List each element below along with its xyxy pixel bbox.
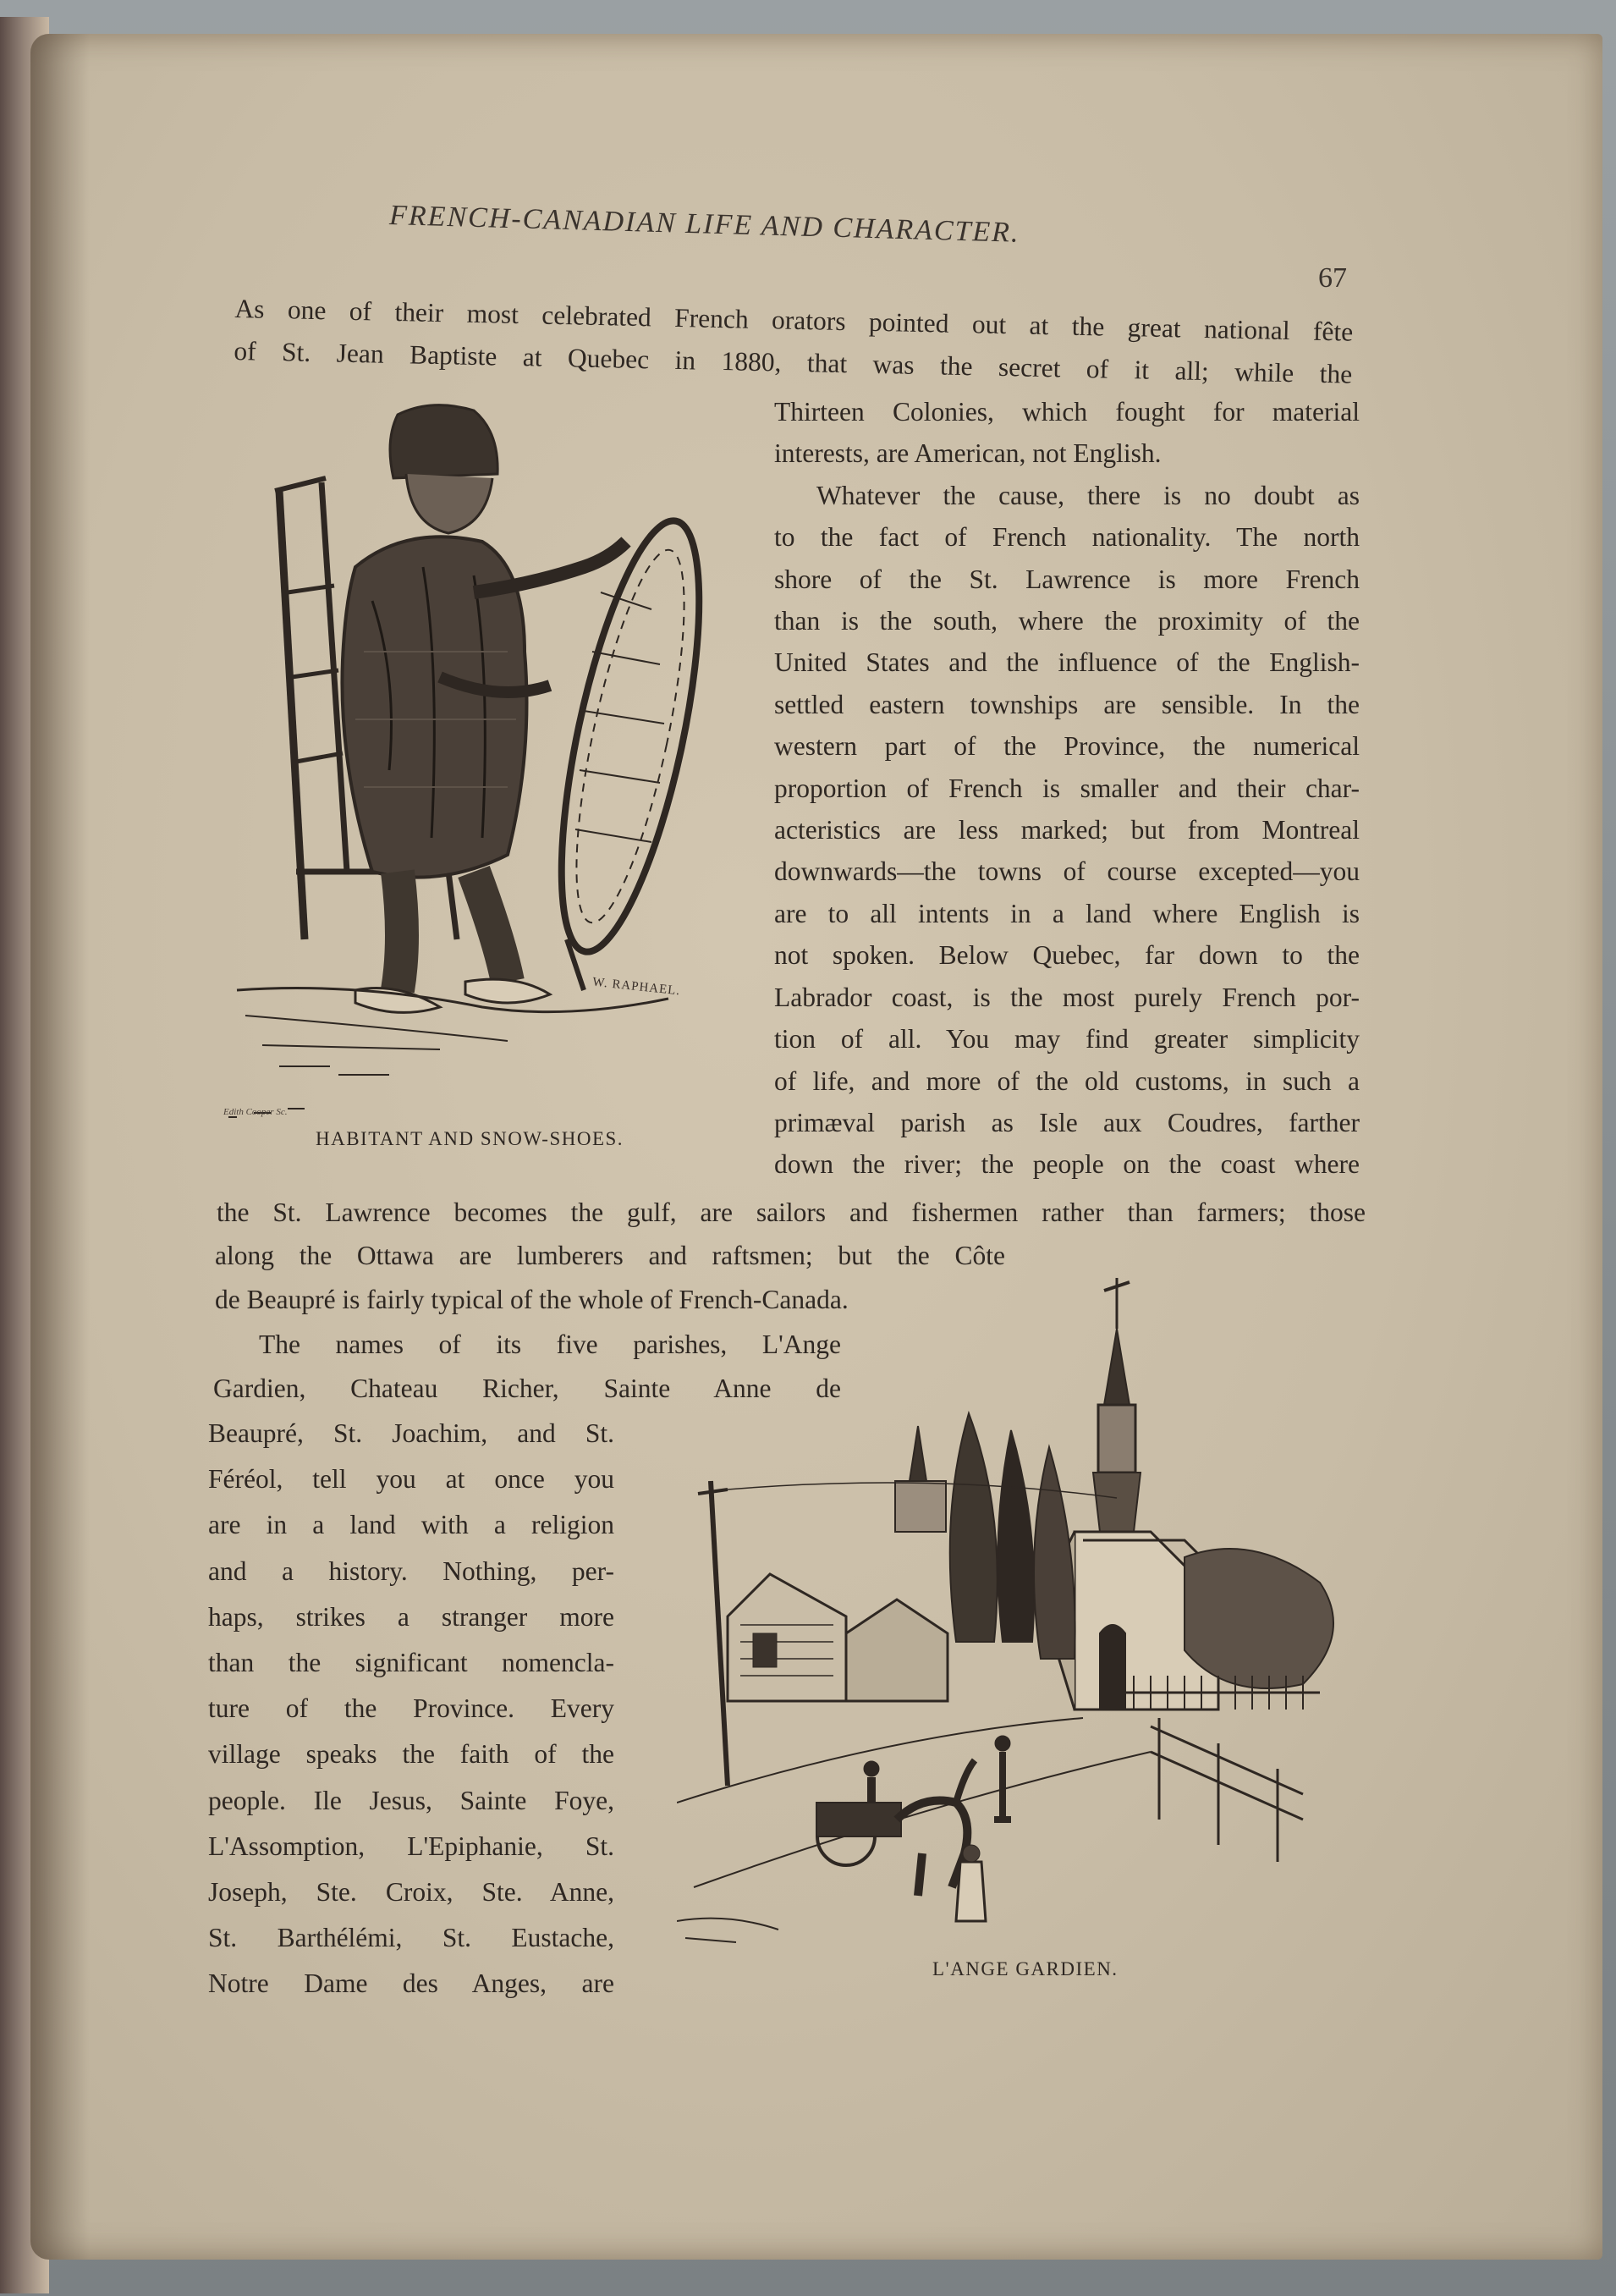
text-line: than the significant nomencla- bbox=[208, 1648, 614, 1678]
paragraph-middle-full bbox=[217, 1192, 1366, 1234]
text-line: haps, strikes a stranger more bbox=[208, 1601, 614, 1632]
text-line: interests, are American, not English. bbox=[774, 438, 1162, 469]
habitant-illustration bbox=[228, 398, 736, 1126]
text-line: the St. Lawrence becomes the gulf, are sailors and fishermen rather than farmers; those bbox=[217, 1198, 1366, 1227]
figure-caption-ange-gardien: L'ANGE GARDIEN. bbox=[932, 1958, 1119, 1979]
text-line: Notre Dame des Anges, are bbox=[208, 1968, 614, 1999]
text-line: are in a land with a religion bbox=[208, 1510, 614, 1540]
text-line: downwards—the towns of course excepted—you bbox=[774, 856, 1360, 887]
text-line: western part of the Province, the numerical bbox=[774, 731, 1360, 762]
text-line: acteristics are less marked; but from Montreal bbox=[774, 815, 1360, 845]
text-line: people. Ile Jesus, Sainte Foye, bbox=[208, 1785, 614, 1815]
paragraph-right-column bbox=[774, 391, 1360, 1186]
text-line: L'Assomption, L'Epiphanie, St. bbox=[208, 1831, 614, 1861]
text-line: along the Ottawa are lumberers and raftsmen; but the Côte bbox=[215, 1241, 1005, 1270]
text-line: village speaks the faith of the bbox=[208, 1739, 614, 1770]
text-line: Joseph, Ste. Croix, Ste. Anne, bbox=[208, 1877, 614, 1908]
paragraph-left-narrow bbox=[208, 1411, 614, 2007]
engraver-signature: Edith Cooper Sc. bbox=[223, 1107, 288, 1117]
text-line: to the fact of French nationality. The north bbox=[774, 522, 1360, 553]
text-line: tion of all. You may find greater simplicity bbox=[774, 1024, 1360, 1054]
text-line: The names of its five parishes, L'Ange bbox=[259, 1330, 841, 1359]
text-line: and a history. Nothing, per- bbox=[208, 1555, 614, 1586]
text-line: Beaupré, St. Joachim, and St. bbox=[208, 1418, 614, 1448]
text-line: not spoken. Below Quebec, far down to the bbox=[774, 940, 1360, 971]
text-line: down the river; the people on the coast where bbox=[774, 1149, 1360, 1180]
text-line: than is the south, where the proximity of the bbox=[774, 606, 1360, 636]
text-line: de Beaupré is fairly typical of the whole of French-Canada. bbox=[215, 1285, 849, 1314]
text-line: are to all intents in a land where English is bbox=[774, 898, 1360, 928]
text-line: Labrador coast, is the most purely French por- bbox=[774, 982, 1360, 1012]
text-line: Whatever the cause, there is no doubt as bbox=[816, 480, 1360, 510]
text-line: ture of the Province. Every bbox=[208, 1693, 614, 1724]
page-gutter-shadow bbox=[30, 34, 90, 2260]
text-line: As one of their most celebrated French orators pointed out at the great national fête bbox=[234, 293, 1354, 347]
figure-caption-habitant: HABITANT AND SNOW-SHOES. bbox=[316, 1128, 624, 1149]
running-head: FRENCH-CANADIAN LIFE AND CHARACTER. bbox=[388, 200, 1021, 249]
text-line: primæval parish as Isle aux Coudres, farther bbox=[774, 1107, 1360, 1137]
text-line: Féréol, tell you at once you bbox=[208, 1464, 614, 1495]
artist-signature: W. RAPHAEL. bbox=[591, 975, 681, 999]
text-line: United States and the influence of the English- bbox=[774, 647, 1360, 678]
text-line: proportion of French is smaller and their char- bbox=[774, 773, 1360, 803]
text-line: Thirteen Colonies, which fought for material bbox=[774, 397, 1360, 427]
page-number: 67 bbox=[1318, 262, 1347, 294]
ange-gardien-illustration bbox=[677, 1278, 1371, 1946]
text-line: of St. Jean Baptiste at Quebec in 1880, that was the secret of it all; while the bbox=[234, 335, 1353, 389]
text-line: Gardien, Chateau Richer, Sainte Anne de bbox=[213, 1374, 841, 1403]
text-line: St. Barthélémi, St. Eustache, bbox=[208, 1923, 614, 1953]
text-line: of life, and more of the old customs, in such a bbox=[774, 1065, 1360, 1096]
text-line: shore of the St. Lawrence is more French bbox=[774, 564, 1360, 594]
text-line: settled eastern townships are sensible. In the bbox=[774, 689, 1360, 719]
